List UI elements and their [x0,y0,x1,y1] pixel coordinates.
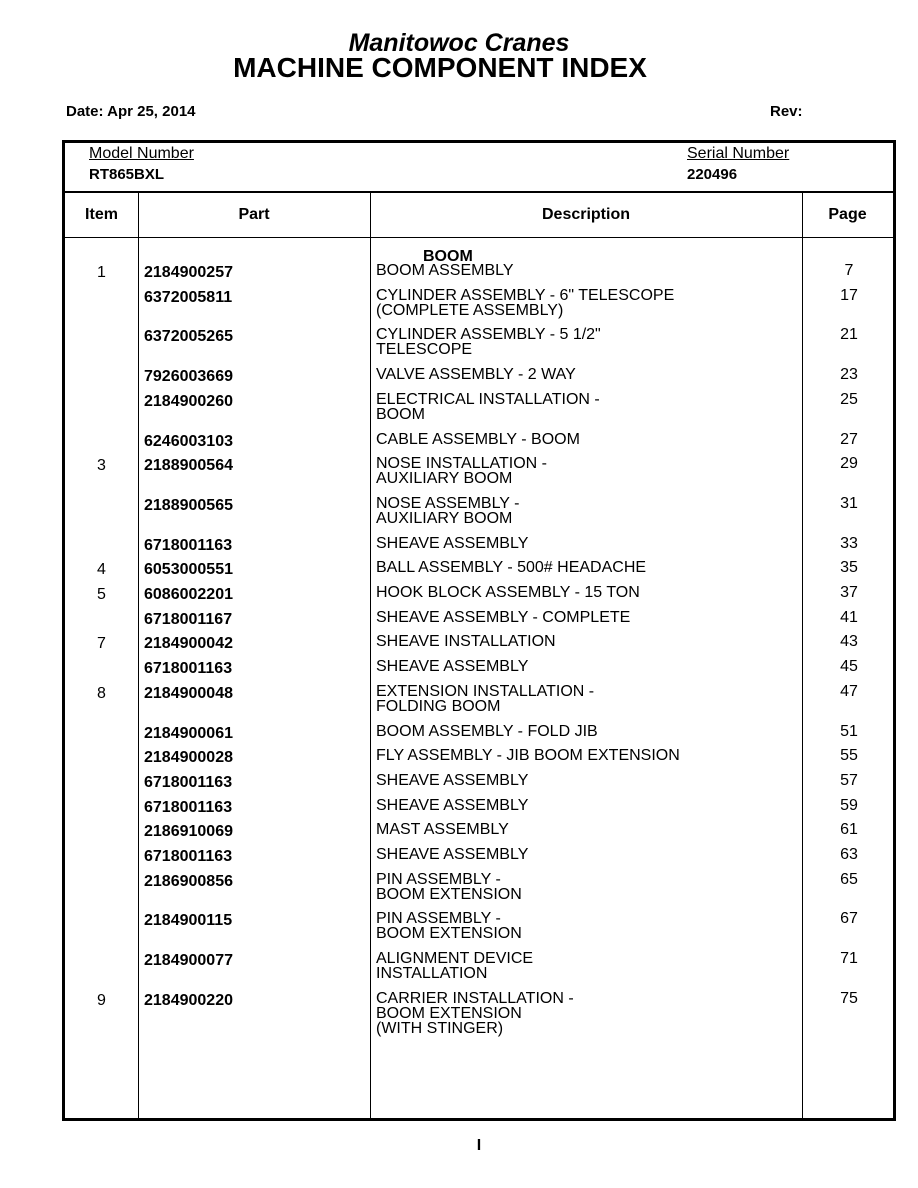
row-description: NOSE ASSEMBLY - AUXILIARY BOOM [376,494,520,527]
row-part-number: 6718001163 [144,536,233,554]
row-page-number: 23 [840,366,858,384]
row-item-number: 8 [97,684,106,702]
row-part-number: 2186900856 [144,872,233,890]
table-row [65,722,893,742]
row-part-number: 6372005811 [144,288,233,306]
row-page-number: 41 [840,608,858,626]
revision-label: Rev: [770,103,803,120]
row-page-number: 25 [840,390,858,408]
table-row [65,392,893,422]
row-item-number: 1 [97,264,106,281]
row-page-number: 31 [840,494,858,512]
row-description: ELECTRICAL INSTALLATION - BOOM [376,390,600,423]
column-header-row [65,193,893,238]
table-row [65,633,893,653]
row-description: NOSE INSTALLATION - AUXILIARY BOOM [376,455,547,488]
row-description: SHEAVE ASSEMBLY [376,771,529,789]
row-description: CABLE ASSEMBLY - BOOM [376,430,580,448]
row-item-number: 4 [97,561,106,579]
row-part-number: 2184900257 [144,264,233,281]
row-description: PIN ASSEMBLY - BOOM EXTENSION [376,910,522,943]
row-part-number: 2188900565 [144,496,233,514]
table-row [65,951,893,981]
component-index-table [62,140,896,1121]
table-row [65,327,893,357]
model-number-label: Model Number [89,145,194,162]
row-part-number: 2184900220 [144,991,233,1009]
row-description: SHEAVE ASSEMBLY - COMPLETE [376,608,631,626]
serial-number-label: Serial Number [687,145,790,162]
table-row [65,456,893,486]
row-page-number: 75 [840,989,858,1007]
row-page-number: 51 [840,722,858,740]
row-page-number: 35 [840,559,858,577]
row-description: SHEAVE ASSEMBLY [376,658,529,676]
row-part-number: 2184900028 [144,749,233,767]
row-page-number: 27 [840,430,858,448]
row-page-number: 55 [840,747,858,765]
row-description: CYLINDER ASSEMBLY - 5 1/2" TELESCOPE [376,326,601,359]
row-page-number: 57 [840,771,858,789]
row-page-number: 21 [840,326,858,344]
table-row [65,366,893,386]
row-description: EXTENSION INSTALLATION - FOLDING BOOM [376,682,595,715]
row-part-number: 6718001167 [144,610,233,628]
row-description: HOOK BLOCK ASSEMBLY - 15 TON [376,584,640,601]
row-part-number: 2184900042 [144,635,233,653]
row-description: CARRIER INSTALLATION - BOOM EXTENSION (WITH STINGER) [376,989,574,1037]
row-part-number: 2186910069 [144,823,233,841]
document-title: MACHINE COMPONENT INDEX [233,52,647,83]
row-part-number: 2184900048 [144,684,233,702]
row-item-number: 9 [97,991,106,1009]
model-number-value: RT865BXL [89,166,165,183]
row-page-number: 7 [844,262,854,279]
row-page-number: 37 [840,584,858,601]
row-page-number: 65 [840,870,858,888]
row-part-number: 6053000551 [144,561,233,579]
row-description: CYLINDER ASSEMBLY - 6" TELESCOPE (COMPLETE ASSEMBLY) [376,286,675,319]
row-part-number: 2184900115 [144,912,233,930]
row-page-number: 71 [840,950,858,968]
row-part-number: 6718001163 [144,660,233,678]
row-page-number: 63 [840,846,858,863]
row-part-number: 6718001163 [144,798,233,816]
row-part-number: 6246003103 [144,432,233,450]
row-part-number: 2184900061 [144,724,233,742]
table-row [65,288,893,318]
row-item-number: 3 [97,457,106,475]
table-row [65,584,893,603]
row-item-number: 7 [97,635,106,653]
row-description: SHEAVE ASSEMBLY [376,846,529,863]
table-row [65,872,893,902]
table-row [65,658,893,678]
serial-number-value: 220496 [687,166,738,183]
row-part-number: 2184900077 [144,952,233,970]
row-page-number: 59 [840,796,858,814]
date-label: Date: Apr 25, 2014 [66,103,196,120]
machine-info-header [65,143,893,193]
row-page-number: 47 [840,682,858,700]
table-row [65,608,893,628]
row-page-number: 29 [840,455,858,473]
row-part-number: 6372005265 [144,328,233,346]
table-row [65,846,893,865]
column-header-description: Description [541,206,630,223]
column-header-item: Item [85,206,118,223]
table-row [65,821,893,841]
table-row [65,534,893,554]
row-description: BALL ASSEMBLY - 500# HEADACHE [376,559,647,577]
row-description: ALIGNMENT DEVICE INSTALLATION [376,950,534,983]
row-page-number: 67 [840,910,858,928]
table-row [65,684,893,714]
table-row [65,747,893,767]
table-row [65,771,893,791]
row-description: SHEAVE ASSEMBLY [376,796,529,814]
table-row [65,430,893,450]
table-row [65,911,893,941]
table-row [65,991,893,1036]
row-page-number: 43 [840,633,858,651]
row-description: FLY ASSEMBLY - JIB BOOM EXTENSION [376,747,680,765]
row-part-number: 2188900564 [144,457,233,475]
table-row [65,796,893,816]
row-page-number: 61 [840,821,858,839]
row-description: BOOM ASSEMBLY [376,262,514,279]
column-header-part: Part [238,206,270,223]
table-row [65,559,893,579]
row-part-number: 6718001163 [144,773,233,791]
table-row [65,262,893,281]
row-description: SHEAVE ASSEMBLY [376,534,529,552]
row-part-number: 2184900260 [144,392,233,410]
company-name: Manitowoc Cranes [348,29,570,57]
table-row [65,496,893,526]
row-page-number: 45 [840,658,858,676]
row-part-number: 7926003669 [144,368,233,386]
row-part-number: 6718001163 [144,848,233,865]
column-header-page: Page [828,206,867,223]
row-description: VALVE ASSEMBLY - 2 WAY [376,366,576,384]
row-description: PIN ASSEMBLY - BOOM EXTENSION [376,870,522,903]
row-description: MAST ASSEMBLY [376,821,509,839]
row-page-number: 33 [840,534,858,552]
row-description: SHEAVE INSTALLATION [376,633,556,651]
section-title: BOOM [423,248,473,265]
row-description: BOOM ASSEMBLY - FOLD JIB [376,722,598,740]
page-number: I [476,1137,482,1154]
row-page-number: 17 [840,286,858,304]
row-part-number: 6086002201 [144,586,233,603]
row-item-number: 5 [97,586,106,603]
